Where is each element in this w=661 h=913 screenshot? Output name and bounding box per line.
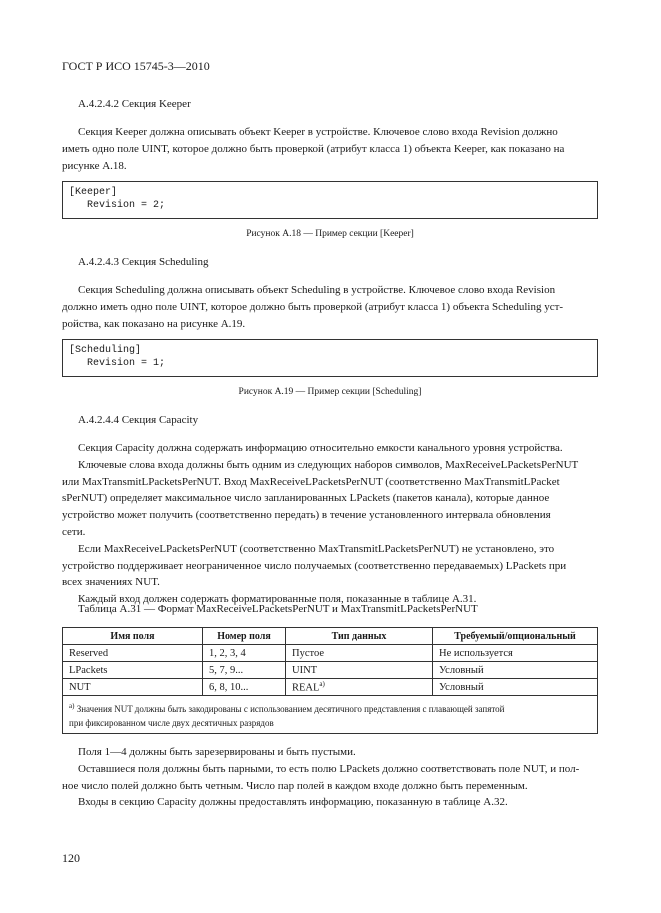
text-line: Если MaxReceiveLPacketsPerNUT (соответственно MaxTransmitLPacketsPerNUT) не установлено, это [78,542,555,555]
code-example-scheduling [62,339,598,377]
code-line: Revision = 2; [69,200,166,211]
table-header-row [63,628,598,645]
code-line: Revision = 1; [69,358,166,369]
text-line: сети. [62,525,86,538]
cell-value: REAL [292,682,320,694]
table-cell: 1, 2, 3, 4 [203,645,286,662]
table-footnote [63,696,598,734]
text-line: Ключевые слова входа должны быть одним из следующих наборов символов, MaxReceiveLPacketsPerNUT [78,458,579,471]
table-cell: 5, 7, 9... [203,662,286,679]
section-heading-capacity: А.4.2.4.4 Секция Capacity [78,414,199,426]
table-cell: Условный [433,679,598,696]
text-line: устройство поддерживает неограниченное число получаемых (соответственно передаваемых) LPackets при [62,559,567,572]
table-cell: Пустое [286,645,433,662]
paragraph-keeper [62,124,598,174]
section-heading-scheduling: А.4.2.4.3 Секция Scheduling [78,256,209,268]
page-number: 120 [62,851,80,865]
column-header: Номер поля [203,628,286,645]
footnote-text: Значения NUT должны быть закодированы с использованием десятичного представления с плавающей запятой [76,704,505,714]
text-line: Секция Capacity должна содержать информацию относительно емкости канального уровня устройства. [78,442,563,454]
text-line: Оставшиеся поля должны быть парными, то есть полю LPackets должно соответствовать поле NUT, и пол- [78,762,580,775]
text-line: должно иметь одно поле UINT, которое должно быть проверкой (атрибут класса 1) объекта Scheduling уст- [62,300,564,313]
text-line: устройство может получить (соответственно передать) в течение установленного интервала обновления [62,509,551,522]
text-line: рисунке А.18. [62,159,127,172]
table-row [63,679,598,696]
text-line: Входы в секцию Capacity должны предоставлять информацию, показанную в таблице А.32. [78,796,508,809]
table-cell: LPackets [63,662,203,679]
table-row [63,645,598,662]
footnote-marker: a) [69,702,75,710]
text-line: sPerNUT) определяет максимальное число запланированных LPackets (пакетов канала), которые данное [62,492,550,505]
table-row [63,662,598,679]
table-a31 [62,627,598,734]
table-cell [286,679,433,696]
table-cell: Reserved [63,645,203,662]
section-heading-keeper: А.4.2.4.2 Секция Keeper [78,98,191,110]
code-line: [Scheduling] [69,345,142,356]
paragraph-capacity [62,440,598,608]
text-line: иметь одно поле UINT, которое должно быть проверкой (атрибут класса 1) объекта Keeper, как показано на [62,142,565,155]
figure-caption-a19: Рисунок А.19 — Пример секции [Scheduling] [238,387,422,397]
column-header: Требуемый/опциональный [433,628,598,645]
text-line: ройства, как показано на рисунке А.19. [62,317,246,330]
text-line: Секция Keeper должна описывать объект Keeper в устройстве. Ключевое слово входа Revision должно [78,126,558,138]
document-header: ГОСТ Р ИСО 15745-3—2010 [62,59,210,73]
text-line: ное число полей должно быть четным. Число пар полей в каждом входе должно быть переменным. [62,779,528,792]
footnote-marker: a) [319,680,325,689]
column-header: Имя поля [63,628,203,645]
text-line: Каждый вход должен содержать форматированные поля, показанные в таблице А.31. [78,593,477,606]
figure-caption-a18: Рисунок А.18 — Пример секции [Keeper] [246,229,414,239]
table-cell: Условный [433,662,598,679]
table-cell: 6, 8, 10... [203,679,286,696]
text-line: всех значениях NUT. [62,576,160,589]
text-line: Секция Scheduling должна описывать объект Scheduling в устройстве. Ключевое слово входа Revision [78,284,556,296]
code-example-keeper [62,181,598,219]
table-cell: UINT [286,662,433,679]
text-line: или MaxTransmitLPacketsPerNUT. Вход MaxReceiveLPacketsPerNUT (соответственно MaxTransmitLPacket [62,475,560,488]
table-cell: NUT [63,679,203,696]
table-footnote-row [63,696,598,734]
code-line: [Keeper] [69,187,118,198]
paragraph-scheduling [62,282,598,332]
paragraph-closing [62,744,598,811]
footnote-text: при фиксированном числе двух десятичных разрядов [69,718,274,728]
text-line: Поля 1—4 должны быть зарезервированы и быть пустыми. [78,746,356,758]
table-cell: Не используется [433,645,598,662]
column-header: Тип данных [286,628,433,645]
table-title-a31: Таблица А.31 — Формат MaxReceiveLPacketsPerNUT и MaxTransmitLPacketsPerNUT [78,603,478,615]
